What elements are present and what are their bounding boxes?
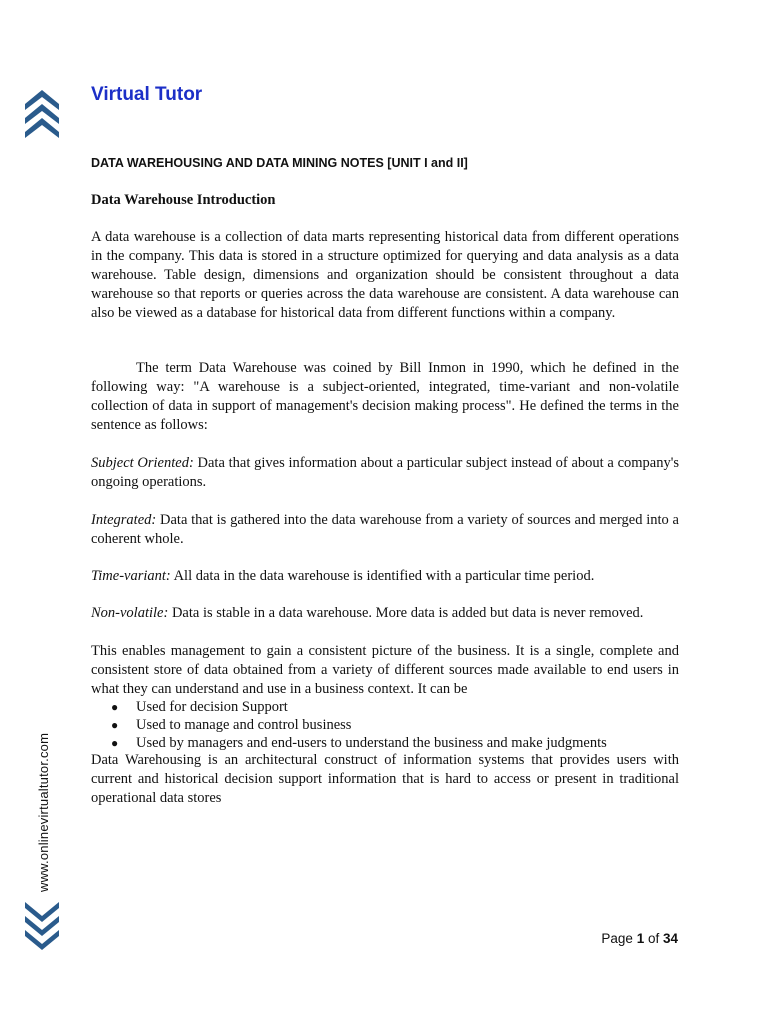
chevron-down-icon (22, 902, 62, 954)
closing-paragraph: Data Warehousing is an architectural construct of information systems that provides users with current and historical decision support information that is hard to access or present in traditional operational data stores (91, 752, 679, 806)
definition-integrated (91, 511, 679, 549)
usage-list (91, 698, 679, 752)
chevron-up-icon (22, 86, 62, 138)
of-label: of (644, 931, 663, 946)
bullet-icon: ● (111, 718, 119, 732)
definition-non-volatile (91, 604, 679, 623)
list-item (91, 716, 679, 734)
definition-term: Time-variant: (91, 568, 171, 584)
inmon-paragraph: The term Data Warehouse was coined by Bill Inmon in 1990, which he defined in the following way: "A warehouse is a subject-oriented, integrated, time-variant and non-volatile collection of data in support of management's decision making process". He defined the terms in the sentence as follows: (91, 360, 679, 433)
definition-term: Integrated: (91, 512, 157, 528)
section-heading: Data Warehouse Introduction (91, 192, 276, 208)
list-item-text: Used by managers and end-users to understand the business and make judgments (136, 735, 607, 751)
total-pages: 34 (662, 931, 678, 946)
intro-paragraph: A data warehouse is a collection of data marts representing historical data from different operations in the company. This data is stored in a structure optimized for querying and data analysis as a data warehouse. Table design, dimensions and organization should be consistent throughout a data warehouse so that reports or queries across the data warehouse are consistent. A data warehouse can also be viewed as a database for historical data from different functions within a company. (91, 229, 679, 321)
list-item-text: Used to manage and control business (136, 717, 352, 733)
page-label: Page (601, 931, 637, 946)
definition-text: All data in the data warehouse is identified with a particular time period. (170, 568, 595, 584)
list-item-text: Used for decision Support (136, 699, 288, 715)
brand-title: Virtual Tutor (91, 84, 203, 105)
page-number (601, 931, 678, 946)
definition-term: Subject Oriented: (91, 455, 194, 471)
enables-paragraph: This enables management to gain a consistent picture of the business. It is a single, complete and consistent store of data obtained from a variety of different sources made available to end users in what they can understand and use in a business context. It can be (91, 643, 679, 697)
definition-term: Non-volatile: (91, 605, 169, 621)
list-item (91, 698, 679, 716)
list-item (91, 734, 679, 752)
website-url: www.onlinevirtualtutor.com (36, 732, 51, 892)
current-page: 1 (636, 931, 645, 946)
definition-subject-oriented (91, 454, 679, 492)
bullet-icon: ● (111, 736, 119, 750)
definition-text: Data that gives information about a particular subject instead of about a company's ongoing operations. (91, 455, 679, 490)
definition-text: Data is stable in a data warehouse. More data is added but data is never removed. (168, 605, 644, 621)
bullet-icon: ● (111, 700, 119, 714)
definition-time-variant (91, 567, 679, 586)
document-title: DATA WAREHOUSING AND DATA MINING NOTES [UNIT I and II] (91, 156, 468, 170)
definition-text: Data that is gathered into the data warehouse from a variety of sources and merged into a coherent whole. (91, 512, 679, 547)
